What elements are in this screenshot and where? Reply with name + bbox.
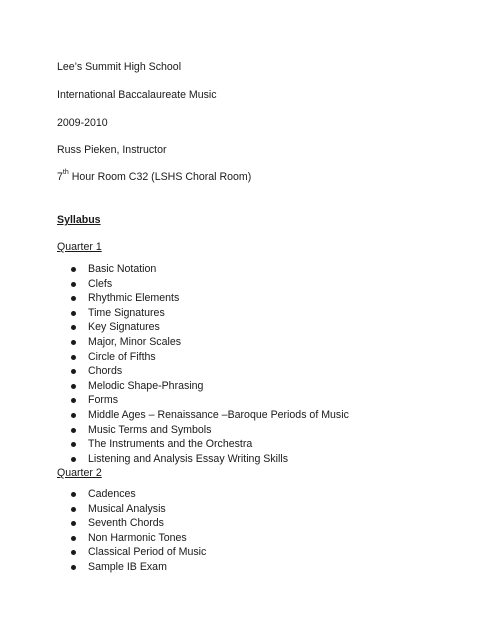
bullet-icon [71,413,76,418]
list-item: Musical Analysis [0,503,206,518]
list-item: Sample IB Exam [0,561,206,576]
bullet-icon [71,442,76,447]
school-name: Lee’s Summit High School [57,61,182,73]
syllabus-heading: Syllabus [57,214,101,226]
list-item: Basic Notation [0,263,349,278]
quarter-2-list [0,488,206,576]
list-item: Key Signatures [0,321,349,336]
list-item: Chords [0,365,349,380]
quarter-2-title: Quarter 2 [57,467,102,479]
class-hour-line [57,171,251,184]
list-item: Middle Ages – Renaissance –Baroque Periods of Music [0,409,349,424]
program-name: International Baccalaureate Music [57,89,217,101]
list-item: Melodic Shape-Phrasing [0,380,349,395]
hour-room-text: Hour Room C32 (LSHS Choral Room) [68,171,252,183]
school-year: 2009-2010 [57,117,108,129]
list-item: Seventh Chords [0,517,206,532]
quarter-1-title: Quarter 1 [57,241,102,253]
bullet-icon [71,325,76,330]
bullet-icon [71,398,76,403]
bullet-icon [71,457,76,462]
quarter-1-list [0,263,349,467]
bullet-icon [71,536,76,541]
bullet-icon [71,428,76,433]
list-item: Forms [0,394,349,409]
list-item: Classical Period of Music [0,546,206,561]
bullet-icon [71,296,76,301]
bullet-icon [71,355,76,360]
bullet-icon [71,384,76,389]
list-item: Circle of Fifths [0,351,349,366]
bullet-icon [71,492,76,497]
list-item: Cadences [0,488,206,503]
list-item: Rhythmic Elements [0,292,349,307]
bullet-icon [71,267,76,272]
list-item: The Instruments and the Orchestra [0,438,349,453]
list-item: Clefs [0,278,349,293]
instructor-line: Russ Pieken, Instructor [57,144,167,156]
list-item: Listening and Analysis Essay Writing Skills [0,453,349,468]
bullet-icon [71,311,76,316]
bullet-icon [71,507,76,512]
bullet-icon [71,565,76,570]
list-item: Time Signatures [0,307,349,322]
bullet-icon [71,282,76,287]
list-item: Non Harmonic Tones [0,532,206,547]
hour-number: 7 [57,171,63,183]
bullet-icon [71,369,76,374]
bullet-icon [71,521,76,526]
list-item: Music Terms and Symbols [0,424,349,439]
bullet-icon [71,340,76,345]
list-item: Major, Minor Scales [0,336,349,351]
hour-superscript: th [62,169,69,177]
bullet-icon [71,550,76,555]
